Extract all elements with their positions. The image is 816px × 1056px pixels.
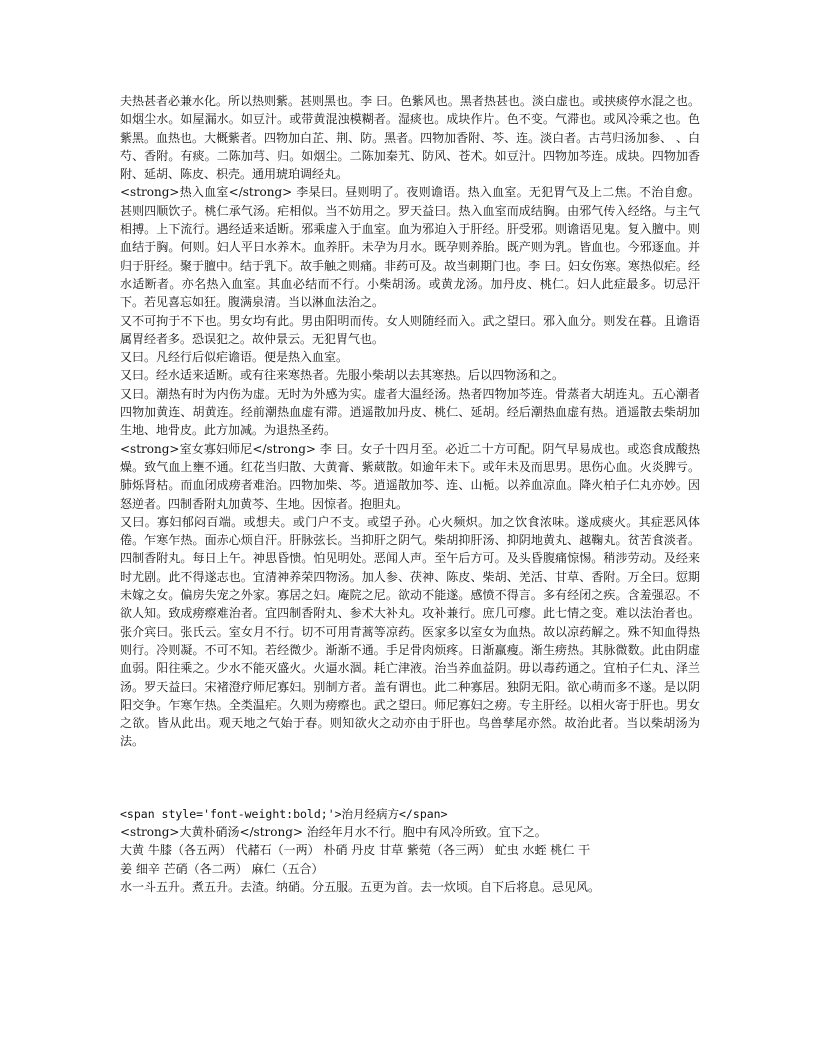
paragraph-tidal-fever: 又曰。潮热有时为内伤为虚。无时为外感为实。虚者大温经汤。热者四物加芩连。骨蒸者大胡连丸。五心潮者四物加黄连、胡黄连。经前潮热血虚有滞。逍遥散加丹皮、桃仁、延胡。经后潮热血虚有热。逍遥散去柴胡加生地、地骨皮。此方加减。为退热圣药。 <box>120 386 700 438</box>
ingredients-line-1: 大黄 牛膝（各五两） 代赭石（一两） 朴硝 丹皮 甘草 紫菀（各三两） 虻虫 水蛭 桃仁 干 <box>120 843 591 858</box>
paragraph-widows: 又曰。寡妇郁闷百端。或想夫。或门户不支。或望子孙。心火频炽。加之饮食浓味。遂成痰火。其症恶风体倦。乍寒乍热。面赤心烦自汗。肝脉弦长。当抑肝之阴气。柴胡抑肝汤、抑阴地黄丸、越鞠丸。贫苦食淡者。四制香附丸。每日上午。神思昏愦。怕见明处。恶闻人声。至午后方可。及头昏腹痛惊惕。稍涉劳动。及经来时尤剧。此不得遂志也。宜清神养荣四物汤。加人参、茯神、陈皮、柴胡、羌活、甘草、香附。万全曰。愆期未嫁之女。偏房失宠之外家。寡居之妇。庵院之尼。欲动不能遂。感愤不得言。多有经闭之疾。含羞强忍。不欲人知。致成痨瘵难治者。宜四制香附丸、参术大补丸。攻补兼行。庶几可瘳。此七情之变。难以法治者也。张介宾曰。张氏云。室女月不行。切不可用青蒿等凉药。医家多以室女为血热。故以凉药解之。殊不知血得热则行。冷则凝。不可不知。若经微少。渐渐不通。手足骨肉烦疼。日渐羸瘦。渐生痨热。其脉微数。此由阴虚血弱。阳往乘之。少水不能灭盛火。火逼水涸。耗亡津液。治当养血益阴。毋以毒药通之。宜柏子仁丸、泽兰汤。罗天益曰。宋褚澄疗师尼寡妇。别制方者。盖有谓也。此二种寡居。独阴无阳。欲心萌而多不遂。是以阴阳交争。乍寒乍热。全类温疟。久则为痨瘵也。武之望曰。师尼寡妇之痨。专主肝经。以相火寄于肝也。男女之欲。皆从此出。观天地之气始于春。则知欲火之动亦由于肝也。鸟兽孳尾亦然。故治此者。当以柴胡汤为法。 <box>120 514 700 749</box>
document-page <box>120 92 700 896</box>
ingredients-line-2: 姜 细辛 芒硝（各二两） 麻仁（五合） <box>120 861 324 876</box>
paragraph-after-menses: 又曰。凡经行后似疟谵语。便是热入血室。 <box>120 350 349 365</box>
paragraph-not-limited: 又不可拘于不下也。男女均有此。男由阳明而传。女人则随经而入。武之望曰。邪入血分。则发在暮。且谵语属胃经者多。恐误犯之。故仲景云。无犯胃气也。 <box>120 313 700 346</box>
section-spacer <box>120 751 700 805</box>
paragraph-heat-blood-chamber: <strong>热入血室</strong> 李杲曰。昼则明了。夜则谵语。热入血室。无犯胃气及上二焦。不治自愈。甚则四顺饮子。桃仁承气汤。疟相似。当不妨用之。罗天益曰。热入血室而成结胸。由邪气传入经络。与主气相搏。上下流行。遇经适来适断。邪乘虚入于血室。血为邪迫入于肝经。肝受邪。则谵语见鬼。复入膻中。则血结于胸。何则。妇人平日水养木。血养肝。未孕为月水。既孕则养胎。既产则为乳。皆血也。今邪逐血。并归于肝经。聚于膻中。结于乳下。故手触之则痛。非药可及。故当刺期门也。李 曰。妇女伤寒。寒热似疟。经水适断者。亦名热入血室。其血必结而不行。小柴胡汤。或黄龙汤。加丹皮、桃仁。妇人此症最多。切忌汗下。若见喜忘如狂。腹满泉清。当以淋血法治之。 <box>120 185 700 310</box>
instructions-line: 水一斗五升。煮五升。去渣。纳硝。分五服。五更为首。去一炊顷。自下后将息。忌见风。 <box>120 879 601 894</box>
formula-line: <strong>大黄朴硝汤</strong> 治经年月水不行。胞中有风冷所致。宜下之。 <box>120 824 547 839</box>
paragraph-maidens-widows-nuns: <strong>室女寡妇师尼</strong> 李 曰。女子十四月至。必近二十方可配。阴气早易成也。或恣食成酸热燥。致气血上壅不通。红花当归散、大黄膏、紫葳散。如逾年未下。或年未及而思男。思伤心血。火炎脾亏。肺烁肾枯。而血闭成痨者难治。四物加柴、芩。逍遥散加芩、连、山栀。以养血凉血。降火柏子仁丸亦妙。因怒逆者。四制香附丸加黄芩、生地。因惊者。抱胆丸。 <box>120 441 700 511</box>
section-heading: <span style='font-weight:bold;'>治月经病方</span> <box>120 806 448 821</box>
paragraph-menstrual-color: 夫热甚者必兼水化。所以热则紫。甚则黑也。李 曰。色紫风也。黑者热甚也。淡白虚也。或挟痰停水混之也。如烟尘水。如屋漏水。如豆汁。或带黄混浊模糊者。湿痰也。成块作片。色不变。气滞也。或风冷乘之也。色紫黑。血热也。大概紫者。四物加白芷、荆、防。黑者。四物加香附、芩、连。淡白者。古芎归汤加参、 、白芍、香附。有痰。二陈加芎、归。如烟尘。二陈加秦艽、防风、苍术。如豆汁。四物加芩连。成块。四物加香附、延胡、陈皮、枳壳。通用琥珀调经丸。 <box>120 94 700 182</box>
paragraph-alternating-fever: 又曰。经水适来适断。或有往来寒热者。先服小柴胡以去其寒热。后以四物汤和之。 <box>120 368 565 383</box>
